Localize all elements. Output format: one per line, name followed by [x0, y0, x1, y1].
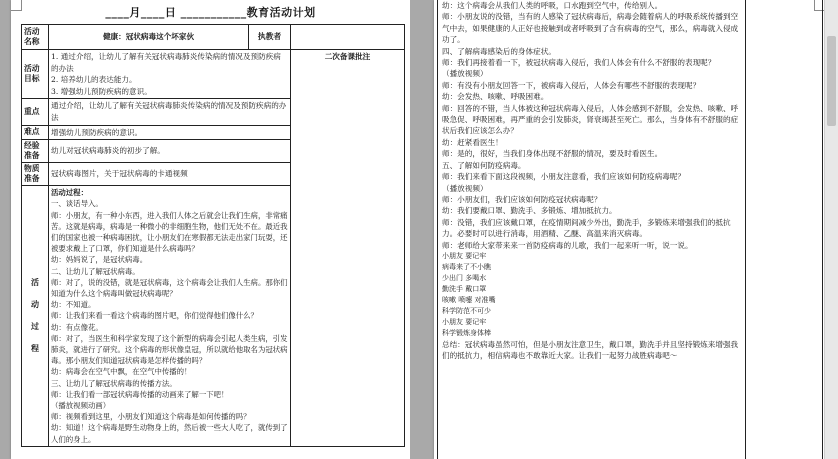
process-heading: 活动过程： [51, 188, 88, 198]
label-teacher: 执教者 [249, 25, 291, 50]
song-line: 小朋友 要记牢 [442, 251, 487, 260]
plan-table [21, 24, 405, 447]
process-line: （播放视频） [442, 69, 488, 79]
materials-text: 冠状病毒图片，关于冠状病毒的卡通视频 [49, 163, 291, 186]
label-difficulty: 难点 [22, 125, 49, 140]
process-line: 一、谈话导入。 [51, 199, 103, 209]
process-line: 五、了解如何防疫病毒。 [442, 160, 526, 170]
process-line: 四、了解病毒感染后的身体症状。 [442, 46, 556, 56]
process-line: 幼：有点像花。 [51, 322, 103, 332]
scrollbar-thumb[interactable] [827, 36, 836, 126]
process-line: 幼：会发热、咳嗽、呼吸困难。 [442, 92, 549, 102]
page-gap [410, 0, 434, 459]
document-page-left [11, 0, 410, 459]
label-activity-name: 活动名称 [22, 25, 49, 50]
summary-line: 总结：冠状病毒虽然可怕，但是小朋友注意卫生，戴口罩，勤洗手并且坚持锻炼来增强我们的抵抗力，相信病毒也不敢靠近大家。让我们一起努力战胜病毒吧～ [442, 339, 739, 361]
process-line: 幼：我们要戴口罩、勤洗手、多锻炼、增加抵抗力。 [442, 206, 617, 216]
process-line: 师：视频看到这里，小朋友们知道这个病毒是如何传播的吗？ [51, 412, 251, 422]
page-title: ____月____日 ___________教育活动计划 [105, 6, 316, 19]
process-continued [442, 0, 742, 362]
label-experience: 经验准备 [22, 140, 49, 163]
row-activity-name [22, 25, 405, 50]
process-line: 师：我们来看下面这段视频，小朋友注意看，我们应该如何防疫病毒呢？ [442, 172, 685, 182]
revision-notes-header: 二次备课批注 [324, 52, 371, 61]
process-line: 师：回答的不错，当人体被这种冠状病毒入侵后，人体会感到不舒服，会发热、咳嗽、呼吸急促、呼吸困难，再严重的会引发肺炎，肾衰竭甚至死亡。那么，当身体有不舒服的症状后我们应该怎么办？ [442, 103, 739, 136]
experience-text: 幼儿对冠状病毒肺炎的初步了解。 [49, 140, 291, 163]
process-label-char: 动 [31, 299, 39, 310]
process-line: 幼：不知道。 [51, 300, 96, 310]
process-label-char: 过 [31, 321, 39, 332]
process-line: 三、让幼儿了解冠状病毒的传播方法。 [51, 378, 177, 388]
label-materials: 物质准备 [22, 163, 49, 186]
process-line: （播放视频动画） [51, 401, 111, 411]
song-line: 科学锻炼身体棒 [442, 328, 491, 337]
process-line: 师：小朋友，有一种小东西，进入我们人体之后就会让我们生病，非常痛苦。这就是病毒，病毒是一种微小的非细胞生物，他们无处不在。最近我们的国家也被一种病毒困扰，让小朋友们在寒假都无法走出家门玩耍，还被要求戴上了口罩，你们知道是什么病毒吗？ [51, 210, 288, 254]
song-line: 咳嗽 喷嚏 对准嘴 [442, 295, 496, 304]
song-line: 病毒来了不小瞧 [442, 262, 491, 271]
process-line: 师：老师给大家带来来一首防疫病毒的儿歌，我们一起来听一听，说一说。 [442, 240, 693, 250]
process-line: 幼：妈妈说了，是冠状病毒。 [51, 255, 148, 265]
song-line: 小朋友 要记牢 [442, 317, 487, 326]
song-line: 勤洗手 戴口罩 [442, 284, 487, 293]
goal-line: 3. 增强幼儿预防疾病的意识。 [51, 86, 152, 96]
process-line: 师：我们再接着看一下，被冠状病毒入侵后，我们人体会有什么不舒服的表现呢？ [442, 58, 716, 68]
song-line: 科学防范不可少 [442, 306, 491, 315]
row-goals [22, 50, 405, 99]
process-line: 幼：病毒会在空气中飘，在空气中传播的！ [51, 367, 192, 377]
process-line: 师：是的，很好，当我们身体出现不舒服的情况，要及时看医生。 [442, 149, 663, 159]
activity-name-value: 健康：冠状病毒这个坏家伙 [49, 25, 249, 50]
process-line: 幼：知道！这个病毒是野生动物身上的，然后被一些大人吃了，就传到了人们的身上。 [51, 423, 288, 444]
process-line: 师：让我们来看一看这个病毒的图片吧，你们觉得他们像什么？ [51, 311, 258, 321]
document-page-right [434, 0, 825, 459]
revision-notes-column [291, 50, 405, 447]
table-border-mid [745, 0, 746, 459]
process-line: 师：小朋友们，我们应该如何防疫冠状病毒呢？ [442, 194, 602, 204]
process-line: 幼：这个病毒会从我们人类的呼吸，口水跑到空气中，传给别人。 [442, 1, 663, 10]
process-label-char: 活 [31, 277, 39, 288]
label-process [22, 186, 49, 447]
process-line: 师：有没有小朋友回答一下，被病毒入侵后，人体会有哪些不舒服的表现呢？ [442, 80, 701, 90]
key-point-text: 通过介绍，让幼儿了解有关冠状病毒肺炎传染病的情况及预防疾病的办法 [49, 99, 291, 125]
process-cell [49, 186, 291, 447]
process-line: 师：对了，说的没错，就是冠状病毒，这个病毒会让我们人生病。那你们知道为什么这个病毒叫做冠状病毒呢？ [51, 277, 288, 298]
vertical-scrollbar[interactable] [824, 0, 838, 459]
process-line: 师：让我们看一部冠状病毒传播的动画来了解一下吧！ [51, 389, 229, 399]
process-line: 师：对了，当医生和科学家发现了这个新型的病毒会引起人类生病，引发肺炎，就进行了研究。这个病毒的形状像皇冠，所以就给他取名为冠状病毒。那小朋友们知道冠状病毒是怎样传播的吗？ [51, 333, 288, 366]
process-line: 师：没错，我们应该戴口罩，在疫情期间减少外出，勤洗手，多锻炼来增强我们的抵抗力。必要时可以进行消毒，用酒精、乙醚、高温来消灭病毒。 [442, 217, 731, 239]
table-border-left [437, 0, 438, 459]
teacher-value [291, 25, 405, 50]
process-label-char: 程 [31, 343, 39, 354]
label-key-point: 重点 [22, 99, 49, 125]
process-line: （播放视频） [442, 183, 488, 193]
song-line: 少出门 多喝水 [442, 273, 487, 282]
process-line: 师：小朋友说的没错，当有的人感染了冠状病毒后，病毒会随着病人的呼吸系统传播到空气中去，如果健康的人正好也接触到或者呼吸到了含有病毒的空气，那么，病毒就入侵成功了。 [442, 12, 739, 45]
difficulty-text: 增强幼儿预防疾病的意识。 [49, 125, 291, 140]
goal-line: 1. 通过介绍，让幼儿了解有关冠状病毒肺炎传染病的情况及预防疾病的办法 [51, 52, 281, 73]
table-border-right [822, 0, 823, 459]
goals-cell [49, 50, 291, 99]
process-line: 幼：赶紧看医生！ [442, 137, 503, 147]
goal-line: 2. 培养幼儿的表达能力。 [51, 75, 137, 85]
process-line: 二、让幼儿了解冠状病毒。 [51, 266, 140, 276]
label-goals: 活动目标 [22, 50, 49, 99]
